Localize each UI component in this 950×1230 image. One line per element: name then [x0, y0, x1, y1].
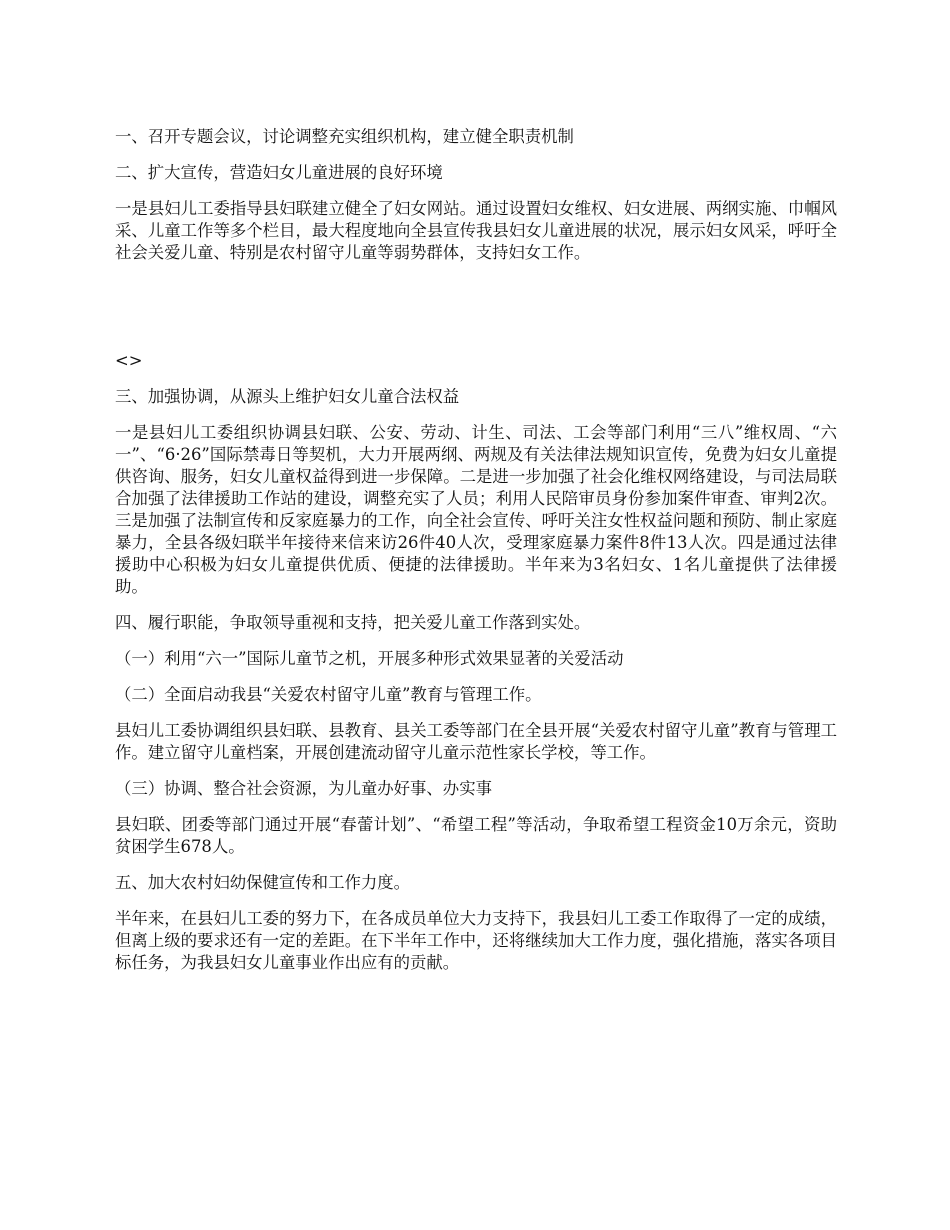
- subsection-heading-1: （一）利用“六一”国际儿童节之机，开展多种形式效果显著的关爱活动: [115, 649, 624, 668]
- blank-gap: [115, 278, 837, 350]
- page-break-marker: <>: [115, 351, 143, 370]
- document-page: [115, 126, 837, 988]
- section-heading-1: 一、召开专题会议，讨论调整充实组织机构，建立健全职责机制: [115, 127, 574, 146]
- section-heading-5: 五、加大农村妇幼保健宣传和工作力度。: [115, 873, 411, 892]
- paragraph-hope-project: 县妇联、团委等部门通过开展“春蕾计划”、“希望工程”等活动，争取希望工程资金10万余元，资助贫困学生678人。: [115, 815, 837, 856]
- subsection-heading-2: （二）全面启动我县“关爱农村留守儿童”教育与管理工作。: [115, 685, 542, 704]
- section-heading-2: 二、扩大宣传，营造妇女儿童进展的良好环境: [115, 163, 443, 182]
- paragraph-rights-protection: 一是县妇儿工委组织协调县妇联、公安、劳动、计生、司法、工会等部门利用“三八”维权周、“六一”、“6·26”国际禁毒日等契机，大力开展两纲、两规及有关法律法规知识宣传，免费为妇女儿童提供咨询、服务，妇女儿童权益得到进一步保障。二是进一步加强了社会化维权网络建设，与司法局联合加强了法律援助工作站的建设，调整充实了人员；利用人民陪审员身份参加案件审查、审判2次。三是加强了法制宣传和反家庭暴力的工作，向全社会宣传、呼吁关注女性权益问题和预防、制止家庭暴力，全县各级妇联半年接待来信来访26件40人次，受理家庭暴力案件8件13人次。四是通过法律援助中心积极为妇女儿童提供优质、便捷的法律援助。半年来为3名妇女、1名儿童提供了法律援助。: [115, 423, 837, 596]
- subsection-heading-3: （三）协调、整合社会资源，为儿童办好事、办实事: [115, 779, 492, 798]
- section-heading-3: 三、加强协调，从源头上维护妇女儿童合法权益: [115, 387, 460, 406]
- paragraph-left-behind-children: 县妇儿工委协调组织县妇联、县教育、县关工委等部门在全县开展“关爱农村留守儿童”教育与管理工作。建立留守儿童档案，开展创建流动留守儿童示范性家长学校，等工作。: [115, 721, 837, 762]
- section-heading-4: 四、履行职能，争取领导重视和支持，把关爱儿童工作落到实处。: [115, 613, 591, 632]
- paragraph-women-website: 一是县妇儿工委指导县妇联建立健全了妇女网站。通过设置妇女维权、妇女进展、两纲实施、巾帼风采、儿童工作等多个栏目，最大程度地向全县宣传我县妇女儿童进展的状况，展示妇女风采，呼吁全社会关爱儿童、特别是农村留守儿童等弱势群体，支持妇女工作。: [115, 199, 837, 262]
- paragraph-summary: 半年来，在县妇儿工委的努力下，在各成员单位大力支持下，我县妇儿工委工作取得了一定的成绩，但离上级的要求还有一定的差距。在下半年工作中，还将继续加大工作力度，强化措施，落实各项目标任务，为我县妇女儿童事业作出应有的贡献。: [115, 909, 837, 972]
